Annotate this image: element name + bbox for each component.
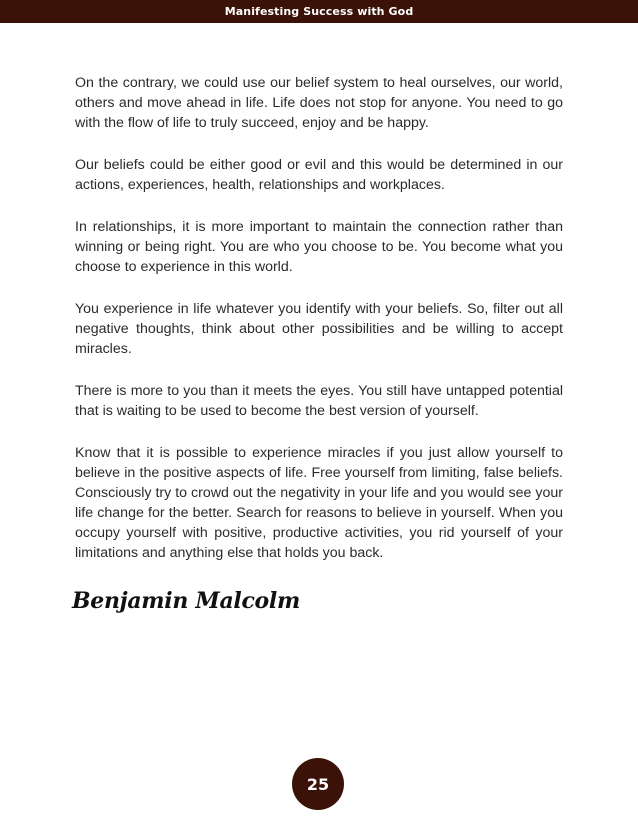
header-bar <box>0 0 638 23</box>
paragraph-2: Our beliefs could be either good or evil and this would be determined in our actions, experiences, health, relationships and workplaces. <box>75 157 563 193</box>
paragraph-6: Know that it is possible to experience miracles if you just allow yourself to believe in the positive aspects of life. Free yourself from limiting, false beliefs. Consciously try to crowd out the negativity in your life and you would see your life change for the better. Search for reasons to believe in yourself. When you occupy yourself with positive, productive activities, you rid yourself of your limitations and anything else that holds you back. <box>75 445 563 561</box>
paragraph-1: On the contrary, we could use our belief system to heal ourselves, our world, others and move ahead in life. Life does not stop for anyone. You need to go with the flow of life to truly succeed, enjoy and be happy. <box>75 75 563 131</box>
page-number: 25 <box>306 774 330 794</box>
paragraph-5: There is more to you than it meets the eyes. You still have untapped potential that is waiting to be used to become the best version of yourself. <box>75 383 563 419</box>
paragraph-3: In relationships, it is more important to maintain the connection rather than winning or being right. You are who you choose to be. You become what you choose to experience in this world. <box>75 219 563 275</box>
page-number-badge <box>292 758 344 810</box>
author-signature: Benjamin Malcolm <box>72 588 300 614</box>
page-content <box>75 73 563 585</box>
paragraph-4: You experience in life whatever you identify with your beliefs. So, filter out all negative thoughts, think about other possibilities and be willing to accept miracles. <box>75 301 563 357</box>
header-title: Manifesting Success with God <box>224 5 414 18</box>
